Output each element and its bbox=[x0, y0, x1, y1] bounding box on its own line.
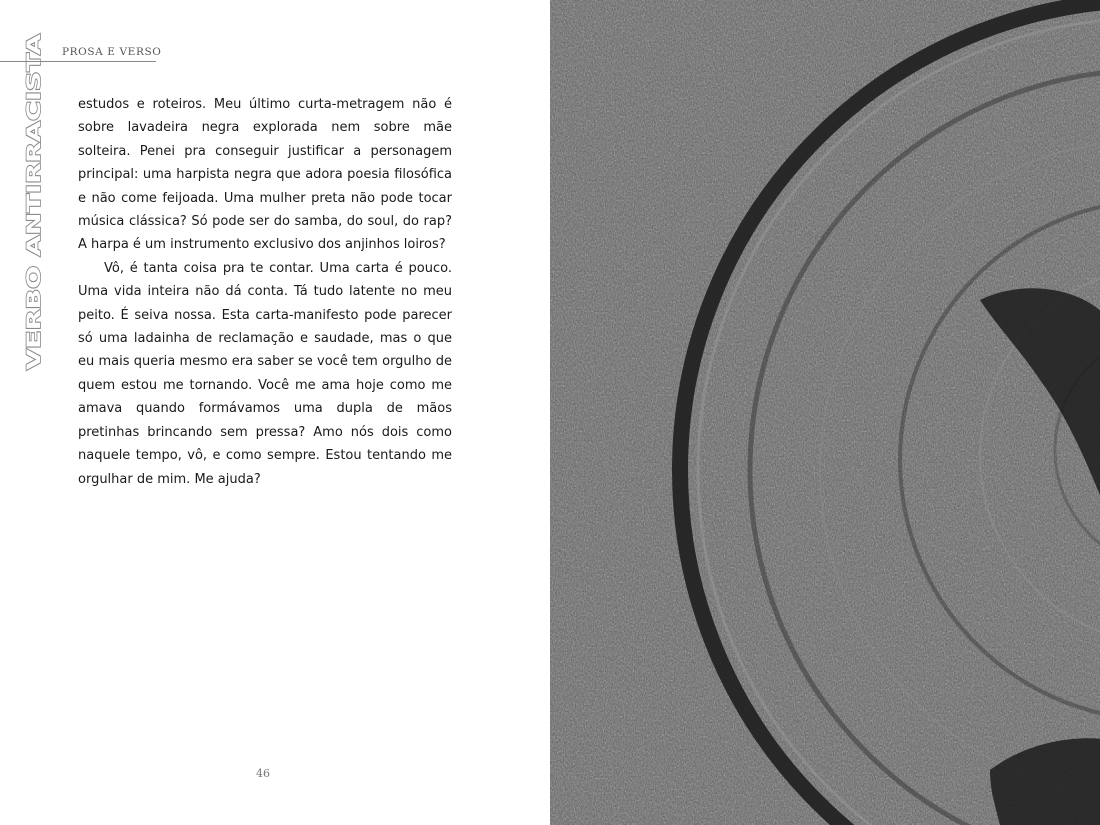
header-rule bbox=[0, 61, 156, 62]
paragraph: estudos e roteiros. Meu último curta-metragem não é sobre lavadeira negra explorada nem sobre mãe solteira. Penei pra conseguir justificar a personagem principal: uma harpista negra que adora poesia filosófica e não come feijoada. Uma mulher preta não pode tocar música clássica? Só pode ser do samba, do soul, do rap? A harpa é um instrumento exclusivo dos anjinhos loiros? bbox=[78, 97, 452, 253]
side-title bbox=[23, 32, 45, 372]
body-text bbox=[78, 93, 452, 491]
side-title-text: VERBO ANTIRRACISTA bbox=[23, 134, 45, 370]
section-label: PROSA E VERSO bbox=[62, 46, 162, 58]
page-number: 46 bbox=[256, 767, 270, 780]
side-title-graphic bbox=[23, 32, 45, 372]
engraved-disc-artwork bbox=[550, 0, 1100, 825]
paragraph: Vô, é tanta coisa pra te contar. Uma carta é pouco. Uma vida inteira não dá conta. Tá tudo latente no meu peito. É seiva nossa. Esta carta-manifesto pode parecer só uma ladainha de reclamação e saudade, mas o que eu mais queria mesmo era saber se você tem orgulho de quem estou me tornando. Você me ama hoje como me amava quando formávamos uma dupla de mãos pretinhas brincando sem pressa? Amo nós dois como naquele tempo, vô, e como sempre. Estou tentando me orgulhar de mim. Me ajuda? bbox=[78, 260, 452, 487]
artwork-page bbox=[550, 0, 1100, 825]
